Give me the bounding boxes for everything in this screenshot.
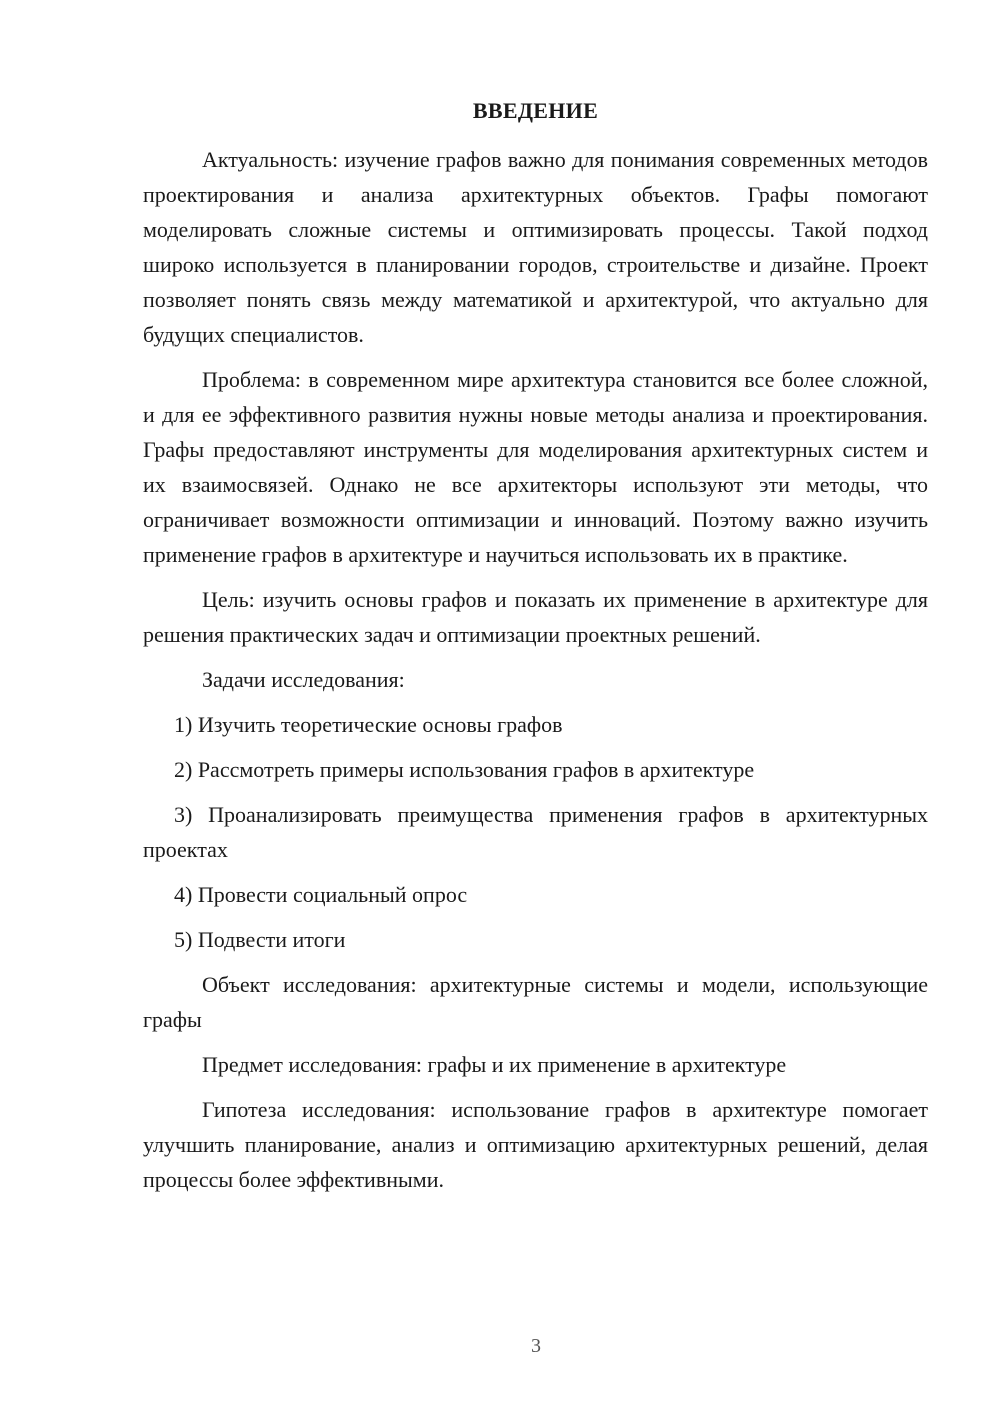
paragraph-relevance: Актуальность: изучение графов важно для понимания современных методов проектирования и анализа архитектурных объектов. Графы помогают моделировать сложные системы и оптимизировать процессы. Такой подход широко используется в планировании городов, строительстве и дизайне. Проект позволяет понять связь между математикой и архитектурой, что актуально для будущих специалистов. [143,147,928,347]
list-item: 2) Рассмотреть примеры использования графов в архитектуре [174,757,755,782]
paragraph-problem: Проблема: в современном мире архитектура становится все более сложной, и для ее эффективного развития нужны новые методы анализа и проектирования. Графы предоставляют инструменты для моделирования архитектурных систем и их взаимосвязей. Однако не все архитекторы используют эти методы, что ограничивает возможности оптимизации и инноваций. Поэтому важно изучить применение графов в архитектуре и научиться использовать их в практике. [143,367,928,567]
body-text [143,142,928,1207]
list-item: 4) Провести социальный опрос [174,882,468,907]
paragraph-subject: Предмет исследования: графы и их применение в архитектуре [202,1052,787,1077]
page-number: 3 [531,1335,541,1357]
list-item: 3) Проанализировать преимущества применения графов в архитектурных проектах [143,802,928,862]
page-title: ВВЕДЕНИЕ [472,98,599,123]
paragraph-goal: Цель: изучить основы графов и показать их применение в архитектуре для решения практических задач и оптимизации проектных решений. [143,587,928,647]
list-item: 5) Подвести итоги [174,927,346,952]
paragraph-object: Объект исследования: архитектурные системы и модели, использующие графы [143,972,928,1032]
paragraph-tasks-heading: Задачи исследования: [202,667,405,692]
list-item: 1) Изучить теоретические основы графов [174,712,563,737]
paragraph-hypothesis: Гипотеза исследования: использование графов в архитектуре помогает улучшить планирование, анализ и оптимизацию архитектурных решений, делая процессы более эффективными. [143,1097,928,1192]
